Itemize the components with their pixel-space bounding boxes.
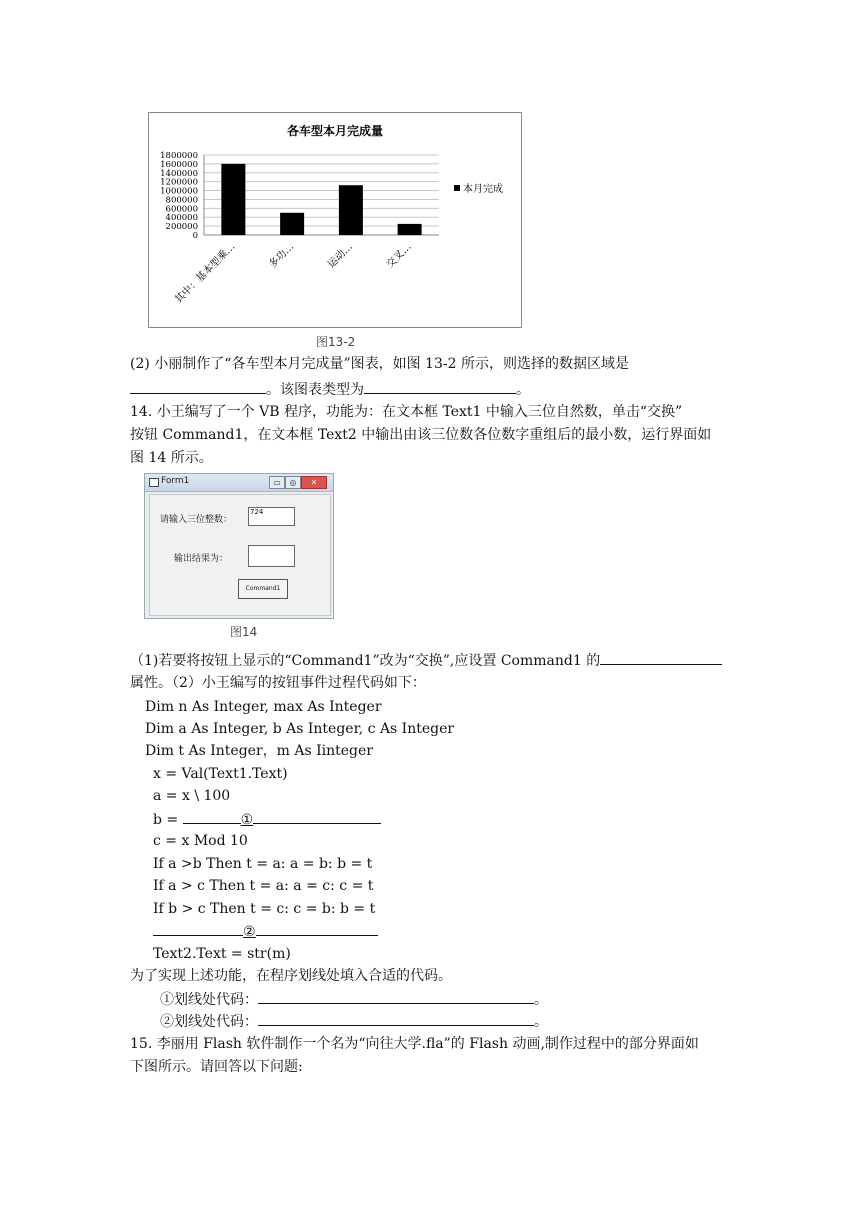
answer-blank [258, 989, 534, 1004]
y-tick-label: 1400000 [160, 168, 198, 179]
close-icon[interactable]: ✕ [301, 476, 327, 489]
q14-line2: 按钮 Command1，在文本框 Text2 中输出由该三位数各位数字重组后的最小数，运行界面如 [130, 427, 712, 443]
code-line: c = x Mod 10 [153, 833, 248, 849]
answer-blank [364, 379, 516, 394]
bar-chart [148, 112, 522, 328]
fill-end-1: 。 [534, 992, 548, 1008]
form-titlebar [145, 474, 333, 492]
y-tick-label: 600000 [165, 204, 198, 215]
command1-button[interactable]: Command1 [238, 579, 288, 599]
code-line: Dim n As Integer, max As Integer [145, 699, 382, 715]
x-tick-label: 交叉… [384, 241, 414, 271]
x-tick-label: 运动… [326, 241, 355, 271]
q15-line1: 15. 李丽用 Flash 软件制作一个名为“向往大学.fla”的 Flash 动画,制作过程中的部分界面如 [130, 1036, 699, 1052]
y-tick-label: 400000 [165, 213, 198, 224]
legend-label: 本月完成 [463, 184, 503, 195]
y-tick-label: 1000000 [160, 186, 198, 197]
fill-intro: 为了实现上述功能，在程序划线处填入合适的代码。 [130, 968, 452, 984]
figure-14-caption: 图14 [230, 625, 258, 639]
code-line-blank-2 [153, 921, 378, 942]
fill-answer-1 [160, 989, 548, 1010]
vb-form-window [144, 473, 334, 619]
code-line: If a > c Then t = a: a = c: c = t [153, 878, 374, 894]
answer-blank [600, 650, 722, 665]
q14-1-line1 [130, 650, 722, 671]
q14-line3: 图 14 所示。 [130, 450, 213, 466]
fill-label-2: ②划线处代码： [160, 1014, 258, 1030]
q13-2-end-text: 。 [516, 382, 530, 398]
minimize-icon[interactable]: ▭ [269, 476, 285, 489]
chart-title: 各车型本月完成量 [286, 124, 384, 138]
code-blank [183, 809, 241, 824]
maximize-icon[interactable]: ◎ [285, 476, 301, 489]
y-tick-label: 800000 [165, 195, 198, 206]
q14-line1: 14. 小王编写了一个 VB 程序，功能为：在文本框 Text1 中输入三位自然数，单击“交换” [130, 404, 683, 420]
answer-blank [130, 379, 266, 394]
code-line: If a >b Then t = a: a = b: b = t [153, 856, 373, 872]
code-line: Dim a As Integer, b As Integer, c As Integer [145, 721, 455, 737]
fill-label-1: ①划线处代码： [160, 992, 258, 1008]
x-tick-label: 多功… [267, 241, 297, 271]
blank-marker-1: ① [240, 812, 254, 828]
form-title: Form1 [161, 476, 190, 486]
bar [339, 185, 363, 235]
code-text: b = [153, 812, 183, 828]
code-line: Dim t As Integer，m As Iinteger [145, 743, 373, 759]
y-tick-label: 1800000 [160, 151, 198, 161]
code-line: a = x \ 100 [153, 788, 231, 804]
bar [280, 213, 304, 235]
y-tick-label: 200000 [165, 222, 198, 233]
code-line: If b > c Then t = c: c = b: b = t [153, 901, 376, 917]
code-blank [153, 921, 243, 936]
y-tick-label: 0 [192, 231, 198, 241]
q14-1-line2: 属性。（2）小王编写的按钮事件过程代码如下： [130, 675, 426, 691]
q15-line2: 下图所示。请回答以下问题: [130, 1059, 303, 1075]
code-line: Text2.Text = str(m) [153, 946, 291, 962]
bar [398, 224, 422, 235]
y-tick-label: 1200000 [160, 177, 198, 188]
q14-1-text: （1)若要将按钮上显示的“Command1”改为“交换”,应设置 Command1 的 [130, 653, 601, 669]
code-blank [256, 921, 378, 936]
bar [221, 164, 245, 235]
fill-answer-2 [160, 1011, 548, 1032]
code-blank [253, 809, 381, 824]
q13-2-line2 [130, 379, 530, 400]
blank-marker-2: ② [243, 924, 256, 940]
figure-13-2-caption: 图13-2 [316, 335, 356, 349]
answer-blank [258, 1011, 534, 1026]
code-line: x = Val(Text1.Text) [153, 766, 288, 782]
code-line-blank-1 [153, 809, 381, 830]
q13-2-mid-text: 。该图表类型为 [266, 382, 364, 398]
x-tick-label: 其中：基本型乘… [173, 241, 238, 306]
fill-end-2: 。 [534, 1014, 548, 1030]
form-body [149, 494, 331, 616]
chart-canvas [149, 113, 521, 327]
text1-input[interactable]: 724 [248, 507, 295, 526]
form-window-icon [149, 478, 159, 487]
q13-2-line1: (2) 小丽制作了“各车型本月完成量”图表，如图 13-2 所示，则选择的数据区域是 [130, 356, 629, 372]
output-label: 输出结果为： [174, 554, 229, 564]
text2-output[interactable] [248, 545, 295, 567]
legend-swatch [454, 185, 460, 191]
input-label: 请输入三位整数： [160, 515, 233, 525]
y-tick-label: 1600000 [160, 159, 198, 170]
